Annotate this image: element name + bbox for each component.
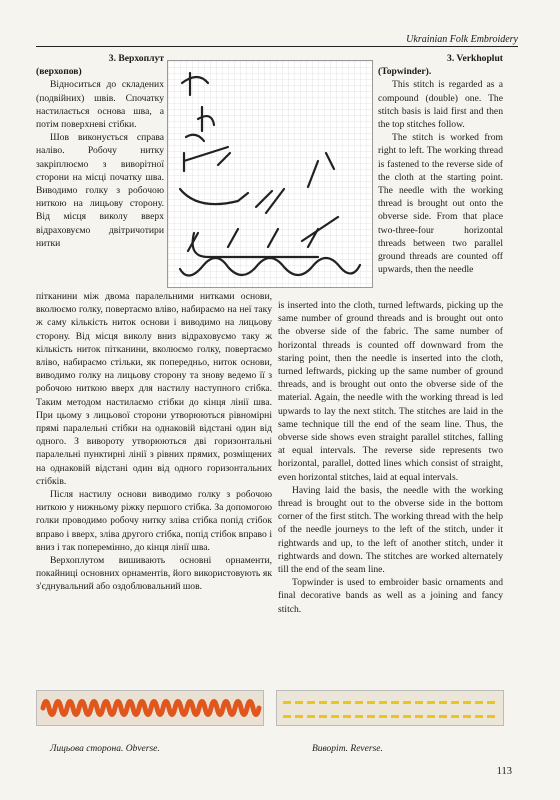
reverse-stitch-dash — [319, 715, 327, 718]
paragraph-uk-2: Шов виконується справа наліво. Робочу нитку закріплюємо з виворітної сторони на місці початку шва. Виводимо голку з робочою ниткою на лицьову сторону. Від місця виколу вверх відраховуємо двітричотири нитки — [36, 132, 164, 249]
reverse-stitch-dash — [463, 701, 471, 704]
reverse-stitch-dash — [451, 715, 459, 718]
reverse-stitch-dash — [367, 701, 375, 704]
reverse-stitch-dash — [427, 715, 435, 718]
reverse-stitch-dash — [403, 715, 411, 718]
stitch-diagram — [167, 60, 373, 288]
reverse-stitch-image — [277, 691, 503, 725]
running-head: Ukrainian Folk Embroidery — [406, 34, 518, 45]
paragraph-en-1: This stitch is regarded as a compound (double) one. The stitch basis is laid first and then the top stitches follow. — [378, 79, 503, 131]
reverse-stitch-dash — [415, 701, 423, 704]
caption-obverse: Лицьова сторона. Obverse. — [50, 744, 160, 754]
obverse-stitch-image — [37, 691, 263, 725]
reverse-stitch-dash — [391, 715, 399, 718]
paragraph-uk-1: Відноситься до складених (подвійних) швів. Спочатку настилається основа шва, а потім поверхневі стібки. — [36, 79, 164, 131]
reverse-stitch-dash — [487, 701, 495, 704]
reverse-stitch-dash — [331, 715, 339, 718]
reverse-stitch-dash — [379, 715, 387, 718]
section-title-uk: 3. Верхоплут — [108, 53, 164, 64]
paragraph-uk-4: Верхоплутом вишивають основні орнаменти, покайниці основних орнаментів, його використовують як з'єднувальний або оздоблювальний шов. — [36, 555, 272, 593]
reverse-stitch-dash — [295, 715, 303, 718]
paragraph-en-2-cont: is inserted into the cloth, turned leftwards, picking up the same number of ground threads and is brought out onto the obverse side of the fabric. The same number of horizontal threads is counted off downward from the staring point, then the needle is inserted into the cloth, turned leftwards, picking up the same number of ground threads, and is brought out onto the obverse side of the material. Again, the needle with the working thread is led upwards to lay the next stitch. The stitches are laid in the same technique till the end of the seam line. Thus, the obverse side shows even straight parallel stitches, falling at equal intervals. The reverse side represents two horizontal, parallel, dotted lines which consist of straight, even horizontal stitches, laid at equal intervals. — [278, 300, 503, 483]
paragraph-uk-3: Після настилу основи виводимо голку з робочою ниткою у нижньому ріжку першого стібка. За допомогою голки проводимо робочу нитку зліва стібка попід стібок вправо і вверх, зліва другого стібка, попід стібок вправо і вниз і так поперемінно, до кінця лінії шва. — [36, 489, 272, 553]
reverse-stitch-dash — [487, 715, 495, 718]
reverse-stitch-dash — [475, 715, 483, 718]
english-column-bottom — [278, 299, 503, 616]
reverse-stitch-dash — [379, 701, 387, 704]
obverse-photo — [36, 690, 264, 726]
paragraph-uk-2-cont: пітканини між двома паралельними нитками основи, вколюємо голку, повертаємо вліво, набираємо на неї таку ж саму кількість ниток основи і виводимо на лицьову сторону. Від місця виколу вниз відраховуємо таку ж кількість ниток пітканини, вколюємо голку, повертаємо вліво, набираємо стільки, як попередньо, ниток основи, виводимо голку на лицьову сторону та знову ведемо її з робочою ниткою вверх для настилу наступного стібка. Таким методом настилаємо стібки до кінця лінії шва. При цьому з лицьової сторони утворюються рівномірні прямі паралельні стібки на однаковій відстані один від одного. З вивороту утворюються дві горизонтальні паралельні пунктирні лінії з рівних прямих, розміщених на однаковій відстані один від одного горизонтальних стібків. — [36, 291, 272, 487]
reverse-stitch-dash — [343, 715, 351, 718]
reverse-stitch-dash — [439, 701, 447, 704]
reverse-stitch-dash — [403, 701, 411, 704]
reverse-stitch-dash — [331, 701, 339, 704]
reverse-photo — [276, 690, 504, 726]
reverse-stitch-dash — [439, 715, 447, 718]
stitch-diagram-graphic — [168, 61, 372, 287]
reverse-stitch-dash — [355, 715, 363, 718]
reverse-stitch-dash — [343, 701, 351, 704]
reverse-stitch-dash — [283, 715, 291, 718]
caption-reverse: Виворіт. Reverse. — [312, 744, 383, 754]
ukrainian-column-top — [36, 52, 164, 250]
reverse-stitch-dash — [307, 715, 315, 718]
page-number: 113 — [496, 766, 512, 777]
reverse-stitch-dash — [355, 701, 363, 704]
section-subtitle-en: (Topwinder). — [378, 66, 432, 78]
reverse-stitch-dash — [307, 701, 315, 704]
reverse-stitch-dash — [427, 701, 435, 704]
ukrainian-column-bottom — [36, 290, 272, 594]
reverse-stitch-dash — [475, 701, 483, 704]
paragraph-en-2: The stitch is worked from right to left. The working thread is fastened to the reverse side of the cloth at the starting point. The needle with the working thread is brought out onto the obverse side. From that place two-three-four horizontal threads between two parallel ground threads are counted off upwards, then the needle — [378, 132, 503, 276]
reverse-stitch-dash — [391, 701, 399, 704]
section-title-en: 3. Verkhoplut — [447, 53, 503, 64]
paragraph-en-4: Topwinder is used to embroider basic ornaments and final decorative bands as well as a joining and fancy stitch. — [278, 577, 503, 615]
reverse-stitch-dash — [451, 701, 459, 704]
reverse-stitch-dash — [463, 715, 471, 718]
reverse-stitch-dash — [283, 701, 291, 704]
section-subtitle-uk: (верхопов) — [36, 66, 82, 78]
reverse-stitch-dash — [367, 715, 375, 718]
reverse-stitch-dash — [319, 701, 327, 704]
english-column-top — [378, 52, 503, 276]
reverse-stitch-dash — [295, 701, 303, 704]
header-rule — [36, 46, 518, 47]
reverse-stitch-dash — [415, 715, 423, 718]
paragraph-en-3: Having laid the basis, the needle with the working thread is brought out to the obverse side in the bottom corner of the first stitch. The working thread with the help of the needle journeys to the left of the stitch, under it rightwards and up, to the left of another stitch, under it rightwards and down. The stitches are worked alternately till the end of the seam line. — [278, 484, 503, 576]
